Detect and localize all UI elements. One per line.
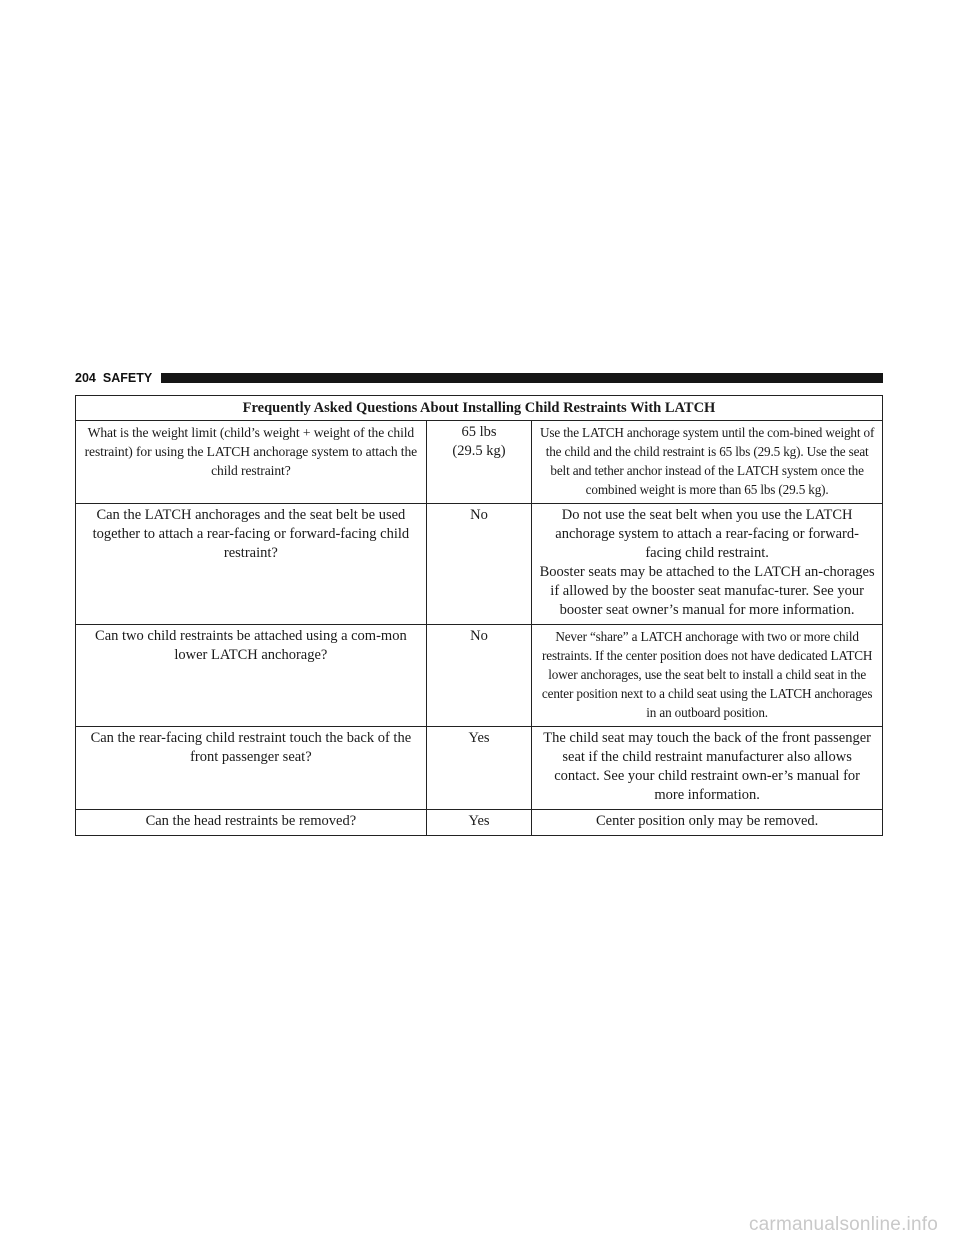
table-title: Frequently Asked Questions About Installing Child Restraints With LATCH [76,396,883,421]
comment-cell: Center position only may be removed. [532,810,883,836]
question-cell: Can the LATCH anchorages and the seat belt be used together to attach a rear-facing or forward-facing child restraint? [76,504,427,625]
question-cell: What is the weight limit (child’s weight + weight of the child restraint) for using the LATCH anchorage system to attach the child restraint? [76,421,427,504]
comment-paragraph: Do not use the seat belt when you use the LATCH anchorage system to attach a rear-facing or forward-facing child restraint. [555,507,859,561]
page-header [75,369,883,387]
comment-cell: The child seat may touch the back of the front passenger seat if the child restraint manufacturer also allows contact. See your child restraint own-er’s manual for more information. [532,727,883,810]
answer-cell: Yes [426,727,532,810]
table-row [76,727,883,810]
answer-value-metric: (29.5 kg) [452,443,506,459]
answer-value: 65 lbs [461,424,497,440]
comment-paragraph: Booster seats may be attached to the LATCH an-chorages if allowed by the booster seat manufac-turer. See your booster seat owner’s manual for more information. [539,564,875,618]
answer-cell: No [426,504,532,625]
table-row [76,625,883,727]
header-rule [161,373,883,383]
watermark: carmanualsonline.info [748,1214,938,1235]
question-cell: Can the head restraints be removed? [76,810,427,836]
faq-table [75,395,883,836]
comment-cell: Use the LATCH anchorage system until the com-bined weight of the child and the child restraint is 65 lbs (29.5 kg). Use the seat belt and tether anchor instead of the LATCH system once the combined weight is more than 65 lbs (29.5 kg). [532,421,883,504]
question-cell: Can the rear-facing child restraint touch the back of the front passenger seat? [76,727,427,810]
answer-cell: Yes [426,810,532,836]
page-number: 204 [75,371,96,385]
comment-cell [532,504,883,625]
table-row [76,421,883,504]
section-title: SAFETY [102,371,153,385]
answer-cell [426,421,532,504]
table-row [76,504,883,625]
question-cell: Can two child restraints be attached using a com-mon lower LATCH anchorage? [76,625,427,727]
answer-cell: No [426,625,532,727]
table-row [76,810,883,836]
comment-cell: Never “share” a LATCH anchorage with two or more child restraints. If the center position does not have dedicated LATCH lower anchorages, use the seat belt to install a child seat in the center position next to a child seat using the LATCH anchorages in an outboard position. [532,625,883,727]
table-title-row [76,396,883,421]
